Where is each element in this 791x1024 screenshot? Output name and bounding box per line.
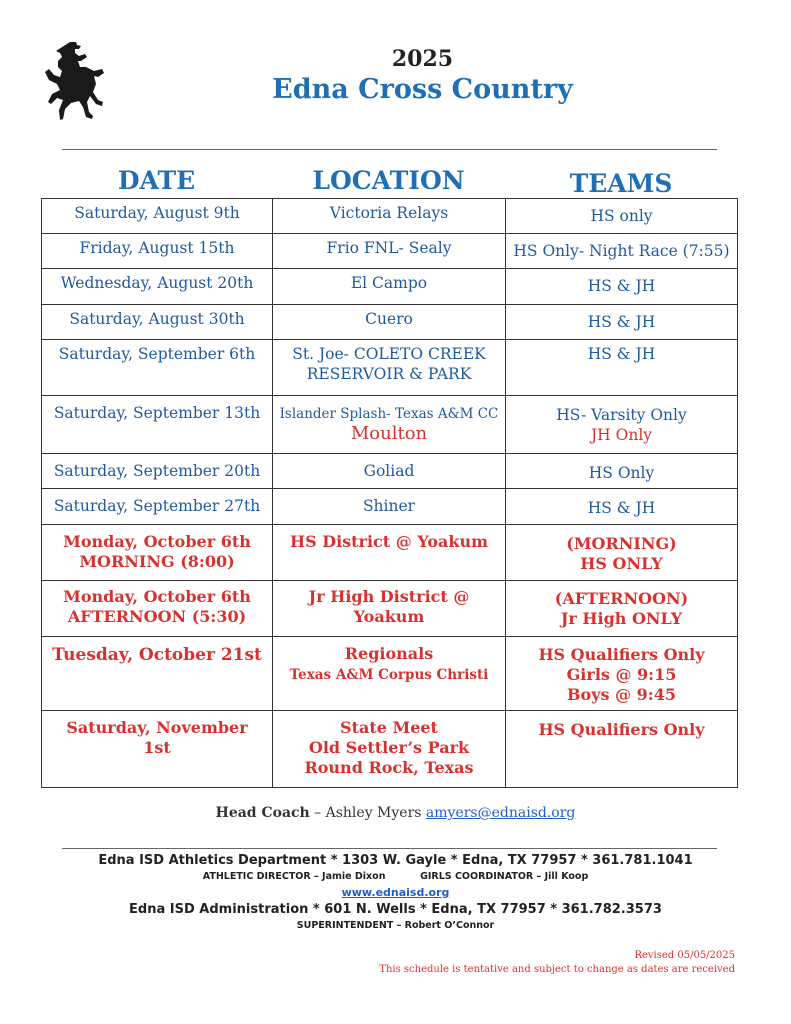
location-cell [273,581,506,637]
date-text: Saturday, August 30th [69,310,245,328]
table-row [42,489,738,525]
location-text: Cuero [365,310,413,328]
date-cell [42,199,273,234]
date-text: Monday, October 6th [63,532,251,551]
teams-text: HS & JH [587,345,656,363]
schedule-table [41,198,738,788]
teams-cell [506,581,738,637]
date-text: Saturday, September 13th [53,404,261,422]
location-cell [273,489,506,525]
teams-text: HS Qualifiers Only [538,720,705,739]
teams-text: Girls @ 9:15 [566,665,677,684]
column-header-teams: TEAMS [569,169,673,198]
head-coach-name: – Ashley Myers [309,805,426,821]
date-cell [42,711,273,788]
location-text: Moulton [350,423,428,444]
page-title: Edna Cross Country [272,74,573,105]
date-cell [42,454,273,489]
table-row [42,525,738,581]
disclaimer: This schedule is tentative and subject to change as dates are received [379,964,735,975]
table-row [42,234,738,269]
date-text: Friday, August 15th [79,239,235,257]
top-divider [62,149,717,150]
table-row [42,305,738,340]
location-text: Goliad [363,462,415,480]
date-cell [42,305,273,340]
teams-cell [506,305,738,340]
teams-cell [506,234,738,269]
date-cell [42,234,273,269]
date-text: Saturday, September 20th [53,462,261,480]
website-link[interactable]: www.ednaisd.org [341,886,450,899]
teams-cell [506,637,738,711]
location-text: Regionals [344,644,434,663]
teams-text: HS ONLY [580,554,663,573]
location-cell [273,711,506,788]
location-cell [273,199,506,234]
teams-cell [506,269,738,305]
location-text: RESERVOIR & PARK [306,365,472,383]
column-header-date: DATE [117,166,196,195]
location-text: Jr High District @ [308,587,470,606]
location-text: Victoria Relays [329,204,449,222]
date-cell [42,396,273,454]
superintendent-line: SUPERINTENDENT – Robert O’Connor [296,920,495,931]
location-text: Islander Splash- Texas A&M CC [279,406,499,422]
date-cell [42,581,273,637]
location-text: HS District @ Yoakum [289,532,489,551]
teams-cell [506,396,738,454]
teams-text: (AFTERNOON) [554,589,689,608]
location-cell [273,396,506,454]
table-row [42,199,738,234]
date-cell [42,489,273,525]
teams-cell [506,489,738,525]
teams-text: HS & JH [587,313,656,331]
date-text: 1st [143,738,171,757]
table-row [42,711,738,788]
location-cell [273,269,506,305]
location-text: State Meet [340,718,438,737]
column-header-location: LOCATION [312,166,465,195]
table-row [42,340,738,396]
year: 2025 [391,46,454,72]
table-row [42,454,738,489]
location-text: Shiner [362,497,416,515]
location-cell [273,525,506,581]
teams-text: HS & JH [587,499,656,517]
girls-coordinator: GIRLS COORDINATOR – Jill Koop [420,871,589,882]
table-row [42,396,738,454]
date-text: AFTERNOON (5:30) [67,607,247,626]
teams-text: HS- Varsity Only [556,406,687,424]
location-text: St. Joe- COLETO CREEK [292,345,486,363]
teams-cell [506,525,738,581]
date-text: Saturday, September 6th [58,345,256,363]
date-cell [42,525,273,581]
date-text: MORNING (8:00) [79,552,235,571]
teams-cell [506,454,738,489]
teams-text: HS Only- Night Race (7:55) [513,242,730,260]
location-text: Texas A&M Corpus Christi [289,667,489,683]
location-text: Frio FNL- Sealy [326,239,452,257]
footer-divider [62,848,717,849]
location-cell [273,234,506,269]
location-text: Yoakum [353,607,425,626]
head-coach-label: Head Coach [215,805,310,821]
teams-text: HS & JH [587,277,656,295]
location-cell [273,305,506,340]
teams-cell [506,199,738,234]
location-text: El Campo [350,274,428,292]
location-cell [273,454,506,489]
date-text: Monday, October 6th [63,587,251,606]
location-cell [273,340,506,396]
location-text: Round Rock, Texas [304,758,474,777]
teams-text: (MORNING) [566,534,677,553]
teams-text: HS Qualifiers Only [538,645,705,664]
table-row [42,637,738,711]
head-coach-line [0,805,791,821]
teams-cell [506,711,738,788]
teams-text: Jr High ONLY [560,609,683,628]
teams-text: JH Only [590,426,653,444]
athletic-staff-line [0,871,791,882]
table-row [42,269,738,305]
date-text: Wednesday, August 20th [60,274,254,292]
administration-line: Edna ISD Administration * 601 N. Wells * Edna, TX 77957 * 361.782.3573 [129,902,662,917]
teams-text: HS only [590,207,653,225]
date-cell [42,637,273,711]
revised-date: Revised 05/05/2025 [634,950,735,961]
location-text: Old Settler’s Park [308,738,470,757]
date-cell [42,269,273,305]
date-cell [42,340,273,396]
teams-cell [506,340,738,396]
location-cell [273,637,506,711]
date-text: Saturday, November [66,718,248,737]
teams-text: HS Only [588,464,655,482]
coach-email-link[interactable]: amyers@ednaisd.org [425,805,576,821]
date-text: Saturday, August 9th [74,204,240,222]
date-text: Saturday, September 27th [53,497,261,515]
athletic-director: ATHLETIC DIRECTOR – Jamie Dixon [202,871,386,882]
date-text: Tuesday, October 21st [52,645,262,665]
athletics-department-line: Edna ISD Athletics Department * 1303 W. Gayle * Edna, TX 77957 * 361.781.1041 [98,853,693,868]
teams-text: Boys @ 9:45 [567,685,676,704]
table-row [42,581,738,637]
